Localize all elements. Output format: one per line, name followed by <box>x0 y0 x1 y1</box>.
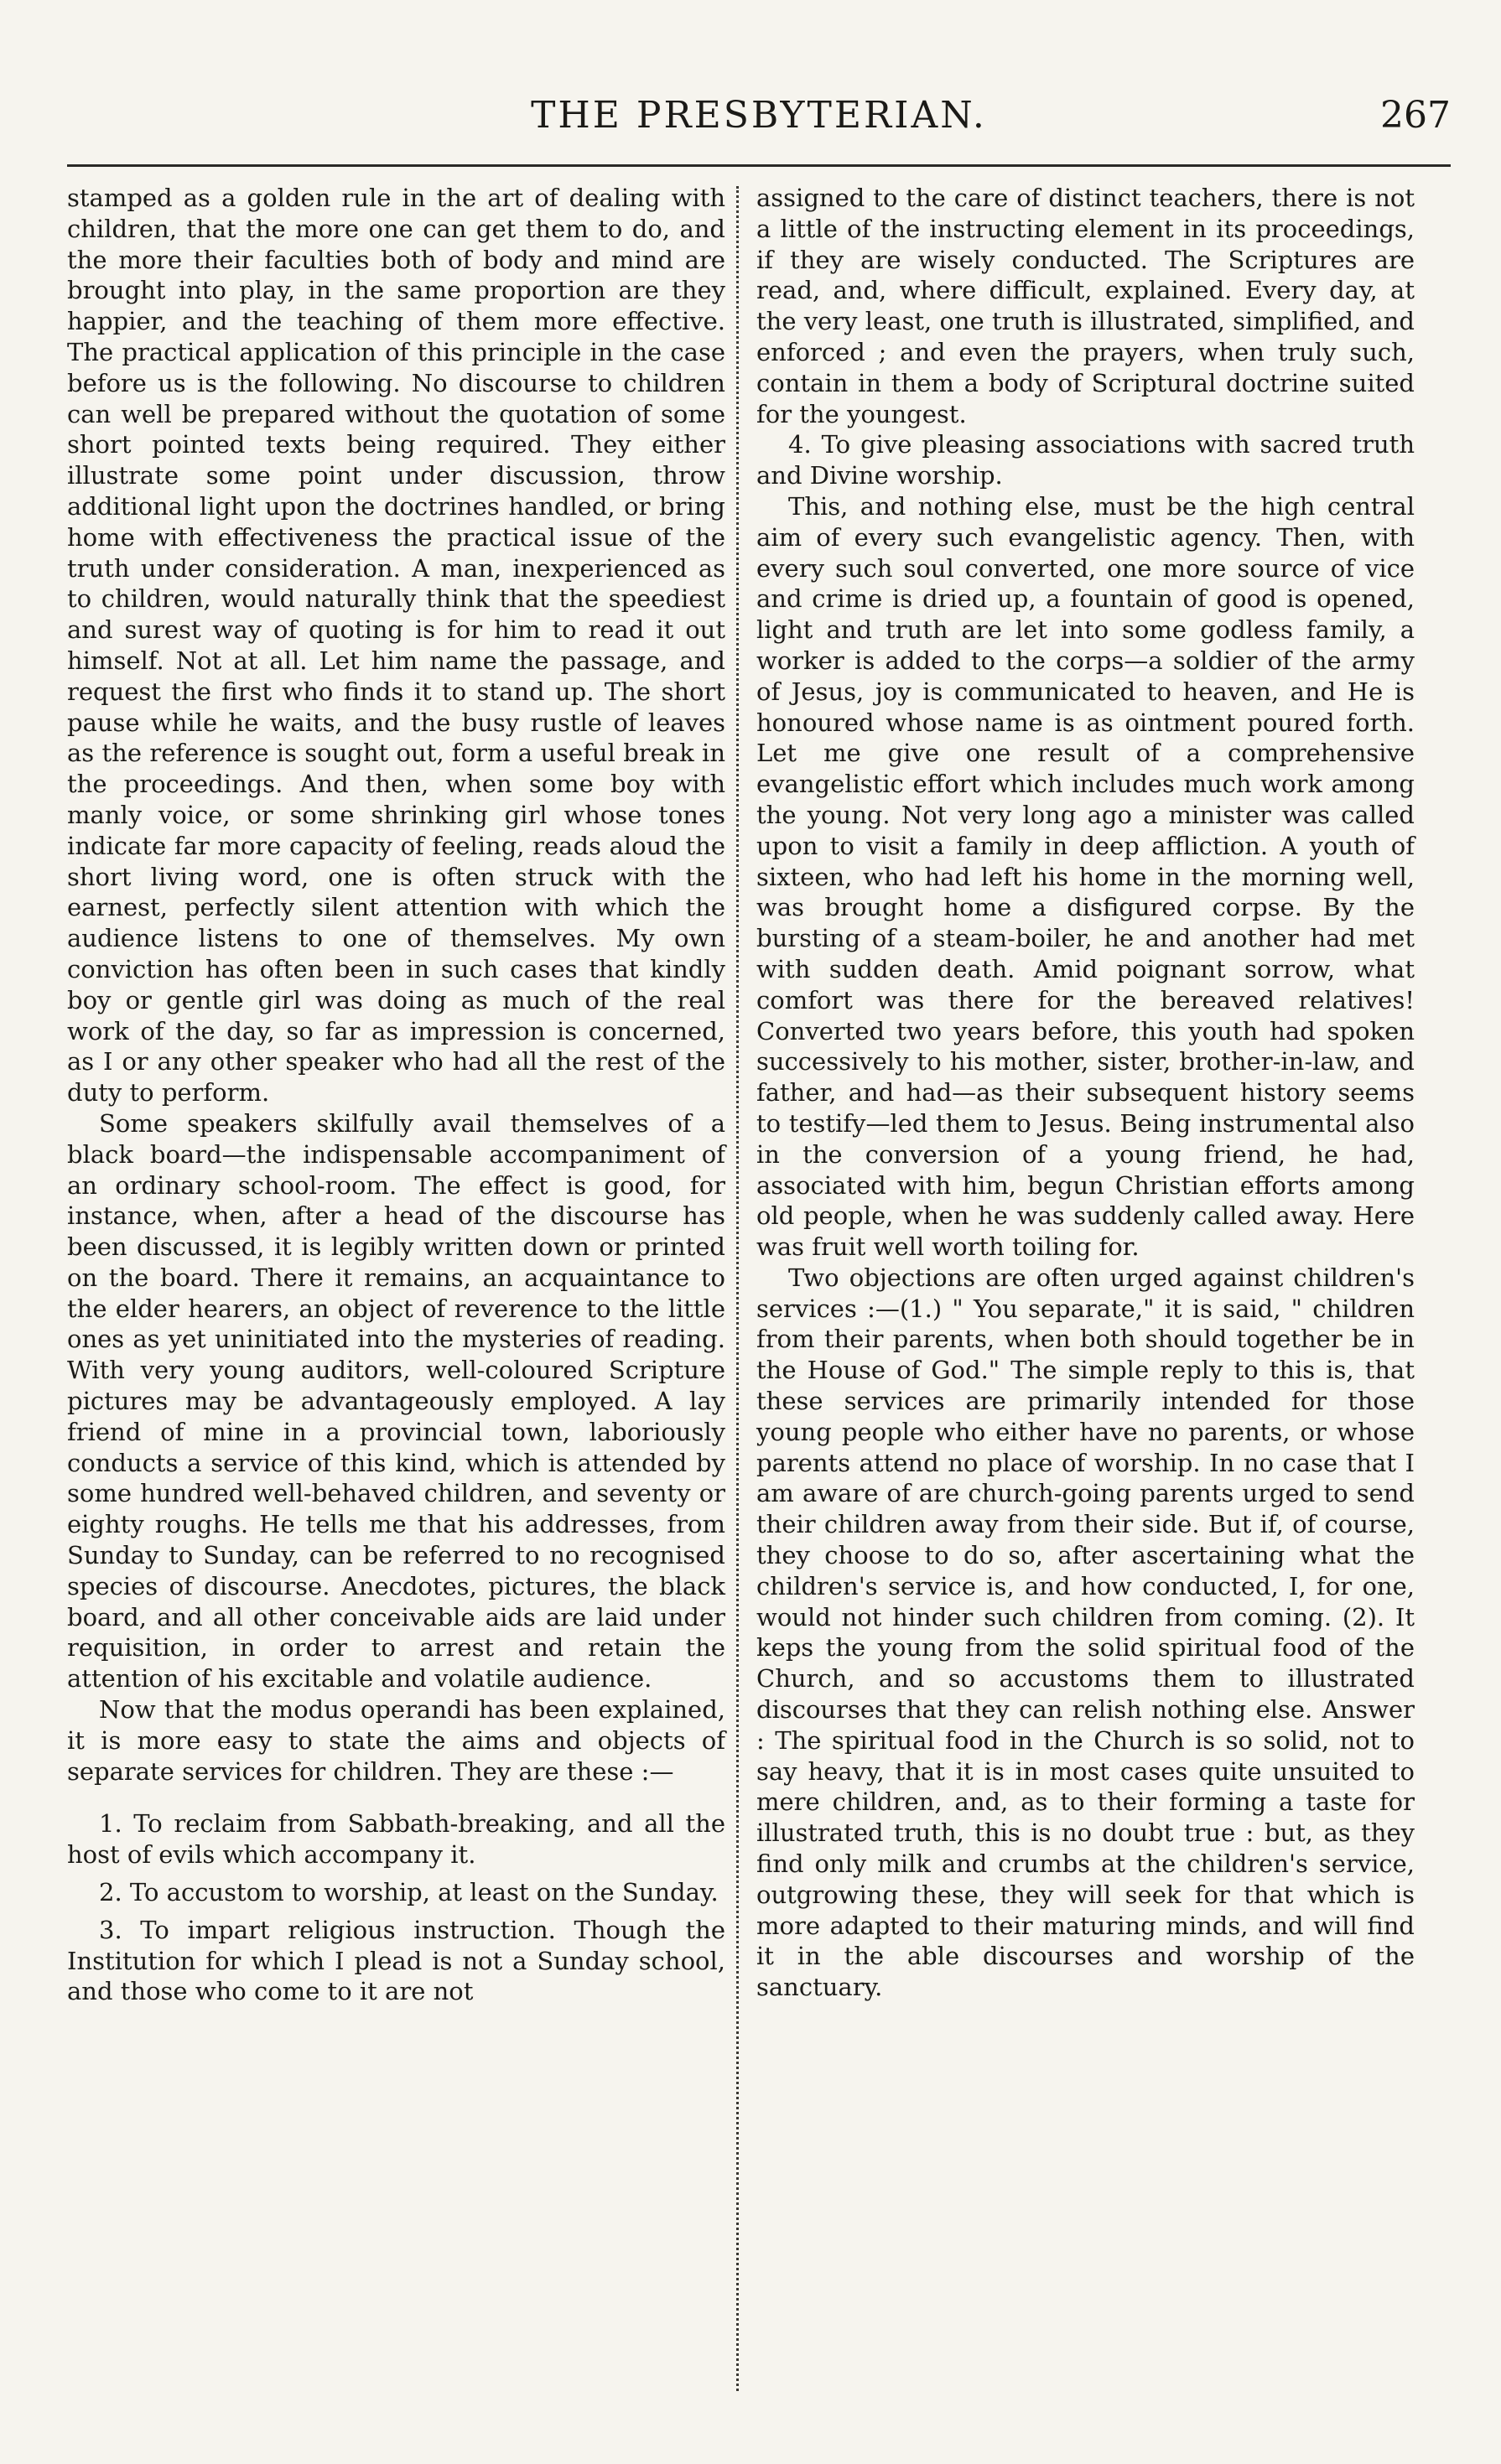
paragraph: Two objections are often urged against children's services :—(1.) " You separate," it is said, " children from their parents, when both should together be in the House of God." The simple reply to this is, that these services are primarily intended for those young people who either have no parents, or whose parents attend no place of worship. In no case that I am aware of are church-going parents urged to send their children away from their side. But if, of course, they choose to do so, after ascertaining what the children's service is, and how conducted, I, for one, would not hinder such children from coming. (2). It keps the young from the solid spiritual food of the Church, and so accustoms them to illustrated discourses that they can relish nothing else. Answer : The spiritual food in the Church is so solid, not to say heavy, that it is in most cases quite unsuited to mere children, and, as to their forming a taste for illustrated truth, this is no doubt true : but, as they find only milk and crumbs at the children's service, outgrowing these, they will seek for that which is more adapted to their maturing minds, and will find it in the able discourses and worship of the sanctuary. <box>756 1263 1415 2002</box>
paragraph: Some speakers skilfully avail themselves of a black board—the indispensable accompaniment of an ordinary school-room. The effect is good, for instance, when, after a head of the discourse has been discussed, it is legibly written down or printed on the board. There it remains, an acquaintance to the elder hearers, an object of reverence to the little ones as yet uninitiated into the mysteries of reading. With very young auditors, well-coloured Scripture pictures may be advantageously employed. A lay friend of mine in a provincial town, laboriously conducts a service of this kind, which is attended by some hundred well-behaved children, and seventy or eighty roughs. He tells me that his addresses, from Sunday to Sunday, can be referred to no recognised species of discourse. Anecdotes, pictures, the black board, and all other conceivable aids are laid under requisition, in order to arrest and retain the attention of his excitable and volatile audience. <box>67 1108 725 1694</box>
right-column <box>756 183 1415 2405</box>
header-rule <box>67 164 1451 167</box>
list-item: 1. To reclaim from Sabbath-breaking, and all the host of evils which accompany it. <box>67 1809 725 1870</box>
paragraph: assigned to the care of distinct teachers, there is not a little of the instructing element in its proceedings, if they are wisely conducted. The Scriptures are read, and, where difficult, explained. Every day, at the very least, one truth is illustrated, simplified, and enforced ; and even the prayers, when truly such, contain in them a body of Scriptural doctrine suited for the youngest. <box>756 184 1415 428</box>
page-title: THE PRESBYTERIAN. <box>531 94 987 137</box>
paragraph: Now that the modus operandi has been explained, it is more easy to state the aims and objects of separate services for children. They are these :— <box>67 1695 725 1786</box>
list-item: 2. To accustom to worship, at least on the Sunday. <box>99 1878 719 1907</box>
paragraph: stamped as a golden rule in the art of dealing with children, that the more one can get them to do, and the more their faculties both of body and mind are brought into play, in the same proportion are they happier, and the teaching of them more effective. The practical application of this principle in the case before us is the following. No discourse to children can well be prepared without the quotation of some short pointed texts being required. They either illustrate some point under discussion, throw additional light upon the doctrines handled, or bring home with effectiveness the practical issue of the truth under consideration. A man, inexperienced as to children, would naturally think that the speediest and surest way of quoting is for him to read it out himself. Not at all. Let him name the passage, and request the first who finds it to stand up. The short pause while he waits, and the busy rustle of leaves as the reference is sought out, form a useful break in the proceedings. And then, when some boy with manly voice, or some shrinking girl whose tones indicate far more capacity of feeling, reads aloud the short living word, one is often struck with the earnest, perfectly silent attention with which the audience listens to one of themselves. My own conviction has often been in such cases that kindly boy or gentle girl was doing as much of the real work of the day, so far as impression is concerned, as I or any other speaker who had all the rest of the duty to perform. <box>67 184 725 1108</box>
left-column <box>67 183 725 2405</box>
paragraph: This, and nothing else, must be the high central aim of every such evangelistic agency. Then, with every such soul converted, one more source of vice and crime is dried up, a fountain of good is opened, light and truth are let into some godless family, a worker is added to the corps—a soldier of the army of Jesus, joy is communicated to heaven, and He is honoured whose name is as ointment poured forth. Let me give one result of a comprehensive evangelistic effort which includes much work among the young. Not very long ago a minister was called upon to visit a family in deep affliction. A youth of sixteen, who had left his home in the morning well, was brought home a disfigured corpse. By the bursting of a steam-boiler, he and another had met with sudden death. Amid poignant sorrow, what comfort was there for the bereaved relatives! Converted two years before, this youth had spoken successively to his mother, sister, brother-in-law, and father, and had—as their subsequent history seems to testify—led them to Jesus. Being instrumental also in the conversion of a young friend, he had, associated with him, begun Christian efforts among old people, when he was suddenly called away. Here was fruit well worth toiling for. <box>756 491 1415 1262</box>
page-header <box>67 94 1451 153</box>
list-item: 3. To impart religious instruction. Though the Institution for which I plead is not a Sunday school, and those who come to it are not <box>67 1915 725 2006</box>
list-item: 4. To give pleasing associations with sacred truth and Divine worship. <box>756 430 1415 490</box>
page-number: 267 <box>1380 94 1451 137</box>
column-divider <box>736 186 739 2391</box>
